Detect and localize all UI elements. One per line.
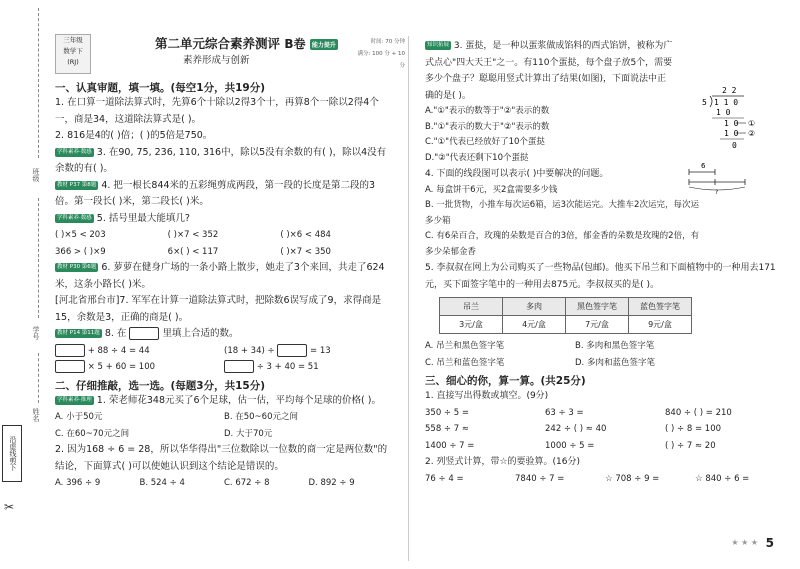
scissors-icon: ✂ bbox=[4, 500, 15, 514]
equation-text: (18 + 34) ÷ bbox=[224, 345, 275, 356]
option-b[interactable]: B. 一批货物，小推车每次运6箱，运3次能运完。大推车2次运完，每次运多少箱 bbox=[425, 200, 699, 226]
question-tag: 学科素养·数感 bbox=[57, 214, 92, 221]
full-score: 满分: 100 分 + 10 分 bbox=[357, 51, 405, 69]
calc-item: 76 ÷ 4 = bbox=[425, 473, 464, 484]
equation-text: ÷ 3 + 40 = 51 bbox=[256, 362, 319, 372]
inequality-item: 6×( ) < 117 bbox=[167, 246, 219, 257]
question-text: 8. 在 bbox=[104, 328, 127, 339]
question-1-5 bbox=[55, 211, 393, 228]
table-cell: 3元/盒 bbox=[440, 316, 503, 334]
calc-row bbox=[425, 421, 785, 438]
option-c[interactable]: C. 有6朵百合，玫瑰的朵数是百合的3倍，郁金香的朵数是玫瑰的2倍，有多少朵郁金香 bbox=[425, 231, 700, 257]
inequality-item: ( )×6 < 484 bbox=[280, 230, 331, 240]
calc-item: 1000 ÷ 5 = bbox=[545, 440, 595, 451]
marker-1: ① bbox=[748, 119, 756, 128]
table-cell: 7元/盒 bbox=[566, 316, 629, 334]
fill-box-item bbox=[55, 343, 224, 360]
title-text: 第二单元综合素养测评 bbox=[155, 36, 281, 51]
option-b[interactable]: B. 在50~60元之间 bbox=[224, 412, 298, 422]
question-2-4: 4. 下面的线段图可以表示( )中要解决的问题。 bbox=[425, 169, 609, 179]
dividend-text: 1 1 0 bbox=[714, 98, 739, 107]
question-1-4 bbox=[55, 178, 393, 211]
fill-box-item bbox=[224, 343, 393, 360]
option-d[interactable]: D. 多肉和蓝色签字笔 bbox=[575, 357, 655, 368]
options-list bbox=[425, 183, 705, 261]
calc-row bbox=[425, 405, 785, 422]
answer-box[interactable] bbox=[55, 360, 85, 373]
fill-box-item bbox=[55, 359, 224, 376]
option-a[interactable]: A. 小于50元 bbox=[55, 412, 103, 422]
table-header-cell: 吊兰 bbox=[440, 298, 503, 316]
calc-item: 558 ÷ 7 ≈ bbox=[425, 424, 469, 434]
question-source: [河北省邢台市] bbox=[55, 295, 120, 306]
option-a[interactable]: A. 吊兰和黑色签字笔 bbox=[425, 341, 505, 351]
question-tag: 学科素养·数感 bbox=[57, 148, 92, 155]
options-row bbox=[55, 475, 393, 492]
calc-item: ☆ 708 ÷ 9 = bbox=[605, 473, 660, 484]
calc-item: 63 ÷ 3 = bbox=[545, 407, 584, 418]
option-d[interactable]: D. 892 ÷ 9 bbox=[308, 478, 355, 488]
inequality-item: ( )×7 < 350 bbox=[280, 246, 331, 257]
page-subtitle: 素养形成与创新 bbox=[183, 55, 250, 66]
inequality-item: ( )×7 < 352 bbox=[167, 230, 219, 240]
inequality-row bbox=[55, 227, 393, 244]
inequality-item: 366 > ( )×9 bbox=[55, 246, 106, 257]
table-header-row bbox=[440, 298, 692, 316]
question-text: 3. 在90, 75, 236, 110, 316中，除以5没有余数的有( )，除以4没有余数的有( )。 bbox=[55, 146, 387, 174]
question-3-2: 2. 列竖式计算，带☆的要验算。(16分) bbox=[425, 457, 580, 467]
section-2-title: 二、仔细推敲，选一选。(每题3分，共15分) bbox=[55, 379, 266, 392]
option-b[interactable]: B. 多肉和黑色签字笔 bbox=[575, 341, 655, 351]
question-1-8 bbox=[55, 326, 393, 343]
gutter-label-class: 班级 bbox=[32, 168, 40, 182]
remainder-text: 0 bbox=[732, 141, 737, 150]
calc-item: 7840 ÷ 7 = bbox=[515, 473, 565, 484]
dashed-cut-line bbox=[38, 353, 39, 403]
option-c[interactable]: C."①"代表已经放好了10个蛋挞 bbox=[425, 137, 545, 147]
segment-label-top: 6 bbox=[701, 162, 706, 170]
question-2-3 bbox=[425, 38, 675, 104]
option-c[interactable]: C. 在60~70元之间 bbox=[55, 428, 130, 439]
calc-row bbox=[425, 471, 785, 488]
step-text: 1 0 bbox=[724, 129, 739, 138]
section-3-title: 三、细心的你，算一算。(共25分) bbox=[425, 375, 586, 387]
inequality-row bbox=[55, 244, 393, 261]
table-row bbox=[440, 316, 692, 334]
time-limit: 时间: 70 分钟 bbox=[370, 39, 405, 45]
options-row bbox=[425, 338, 725, 371]
grade-line: 三年级 bbox=[63, 36, 83, 44]
calc-item: ☆ 840 ÷ 6 = bbox=[695, 473, 750, 484]
option-b[interactable]: B. 524 ÷ 4 bbox=[139, 478, 185, 488]
calc-item: ( ) ÷ 7 ≈ 20 bbox=[665, 440, 716, 451]
option-a[interactable]: A. 396 ÷ 9 bbox=[55, 478, 101, 488]
question-tag: 教材 P14 第11题 bbox=[57, 330, 100, 336]
calc-item: 242 ÷ ( ) ≈ 40 bbox=[545, 424, 607, 434]
inequality-item: ( )×5 < 203 bbox=[55, 230, 106, 240]
question-text: 1. 荣老师花348元买了6个足球，估一估，平均每个足球的价格( )。 bbox=[96, 394, 381, 406]
question-tag: 教材 P37 第8题 bbox=[57, 181, 97, 188]
option-b[interactable]: B."①"表示的数大于"②"表示的数 bbox=[425, 121, 550, 132]
question-text: 3. 蛋挞，是一种以蛋浆做成馅料的西式馅饼，被称为广式点心"四大天王"之一。有110个蛋挞，每个盘子放5个，需要多少个盘子？聪聪用竖式计算出了结果(如图)，下面说法中正确的是( )。 bbox=[425, 41, 673, 101]
gutter-label-name: 姓名 bbox=[32, 408, 40, 422]
option-a[interactable]: A. 每盒饼干6元，买2盒需要多少钱 bbox=[425, 184, 558, 195]
table-cell: 4元/盒 bbox=[503, 316, 566, 334]
answer-box[interactable] bbox=[55, 344, 85, 357]
question-1-2: 2. 816是4的( )倍；( )的5倍是750。 bbox=[55, 130, 213, 141]
table-header-cell: 蓝色签字笔 bbox=[629, 298, 692, 316]
question-text: 里填上合适的数。 bbox=[162, 328, 239, 339]
equation-text: = 13 bbox=[310, 345, 331, 356]
table-header-cell: 多肉 bbox=[503, 298, 566, 316]
question-tag: 教材 P30 第6题 bbox=[57, 264, 97, 270]
fill-box-row bbox=[55, 359, 393, 376]
answer-box[interactable] bbox=[129, 327, 159, 340]
question-2-2: 2. 因为168 ÷ 6 = 28，所以华华得出"三位数除以一位数的商一定是两位数"的结论，下面算式( )可以使她认识到这个结论是错误的。 bbox=[55, 444, 388, 472]
segment-diagram bbox=[685, 160, 765, 194]
question-1-1: 1. 在口算一道除法算式时，先算6个十除以2得3个十，再算8个一除以2得4个一，商是34，这道除法算式是( )。 bbox=[55, 97, 379, 125]
question-text: 5. 括号里最大能填几? bbox=[96, 212, 190, 224]
gutter-label-number: 学号 bbox=[32, 326, 40, 340]
price-table bbox=[439, 297, 692, 334]
fill-box-row bbox=[55, 343, 393, 360]
step-text: 1 0 bbox=[716, 108, 731, 117]
question-text: 7. 军军在计算一道除法算式时，把除数6误写成了9，求得商是15，余数是3，正确的商是( )。 bbox=[55, 295, 382, 323]
option-c[interactable]: C. 吊兰和蓝色签字笔 bbox=[425, 357, 505, 368]
option-a[interactable]: A."①"表示的数等于"②"表示的数 bbox=[425, 106, 550, 116]
calc-item: 350 ÷ 5 = bbox=[425, 407, 469, 418]
calc-item: 1400 ÷ 7 = bbox=[425, 440, 475, 451]
cut-gutter bbox=[28, 8, 50, 563]
question-tag: 知识拓展 bbox=[427, 42, 450, 48]
calc-row bbox=[425, 438, 785, 455]
test-header bbox=[55, 32, 405, 74]
calc-item: 840 ÷ ( ) = 210 bbox=[665, 407, 732, 418]
question-2-1 bbox=[55, 393, 393, 410]
dashed-cut-line bbox=[38, 8, 39, 158]
edition-line: (RJ) bbox=[67, 58, 79, 66]
volume-label: B卷 bbox=[284, 37, 306, 51]
question-1-7 bbox=[55, 293, 393, 326]
grade-box bbox=[55, 34, 91, 74]
equation-text: × 5 + 60 = 100 bbox=[87, 362, 156, 372]
long-division-diagram bbox=[688, 84, 778, 154]
calc-item: ( ) ÷ 8 = 100 bbox=[665, 424, 722, 434]
marker-2: ② bbox=[748, 129, 756, 138]
options-list bbox=[425, 104, 680, 166]
quotient-text: 2 2 bbox=[722, 86, 737, 95]
question-1-3 bbox=[55, 145, 393, 178]
time-score-box bbox=[353, 36, 405, 68]
option-d[interactable]: D. 大于70元 bbox=[224, 428, 273, 439]
divisor-text: 5 bbox=[702, 98, 707, 107]
difficulty-stars: ★ ★ ★ bbox=[731, 538, 758, 547]
equation-text: + 88 ÷ 4 = 44 bbox=[87, 345, 150, 356]
section-1-title: 一、认真审题，填一填。(每空1分，共19分) bbox=[55, 82, 266, 94]
table-cell: 9元/盒 bbox=[629, 316, 692, 334]
answer-box[interactable] bbox=[277, 344, 307, 357]
question-1-6 bbox=[55, 260, 393, 293]
page-number: 5 bbox=[765, 536, 774, 550]
dashed-cut-line bbox=[38, 198, 39, 318]
question-tag: 学科素养·推理 bbox=[57, 396, 92, 403]
table-header-cell: 黑色签字笔 bbox=[566, 298, 629, 316]
step-text: 1 0 bbox=[724, 119, 739, 128]
options-row bbox=[55, 409, 393, 442]
question-3-1: 1. 直接写出得数或填空。(9分) bbox=[425, 391, 549, 401]
subject-line: 数学下 bbox=[63, 47, 83, 55]
question-2-5: 5. 李叔叔在网上为公司购买了一些物品(包邮)。他买下吊兰和下面植物中的一种用去171元，买下面签字笔中的一种用去875元。李叔叔买的是( )。 bbox=[425, 263, 776, 290]
option-d[interactable]: D."②"代表还剩下10个蛋挞 bbox=[425, 152, 529, 163]
answer-box[interactable] bbox=[224, 360, 254, 373]
left-column bbox=[55, 80, 393, 492]
cut-instruction: 沿虚线剪下 bbox=[2, 425, 22, 482]
question-text: 6. 萝萝在健身广场的一条小路上散步，她走了3个来回，共走了624米，这条小路长( )米。 bbox=[55, 262, 385, 290]
division-bracket bbox=[710, 96, 712, 107]
page-title bbox=[155, 34, 338, 52]
option-c[interactable]: C. 672 ÷ 8 bbox=[224, 478, 270, 488]
column-divider bbox=[408, 36, 409, 561]
question-text: 4. 把一根长844米的五彩绳剪成两段，第一段的长度是第二段的3倍。第一段长( )米，第二段长( )米。 bbox=[55, 179, 376, 207]
fill-box-item bbox=[224, 359, 393, 376]
segment-question: ? bbox=[715, 189, 719, 194]
level-badge: 能力提升 bbox=[310, 39, 338, 50]
